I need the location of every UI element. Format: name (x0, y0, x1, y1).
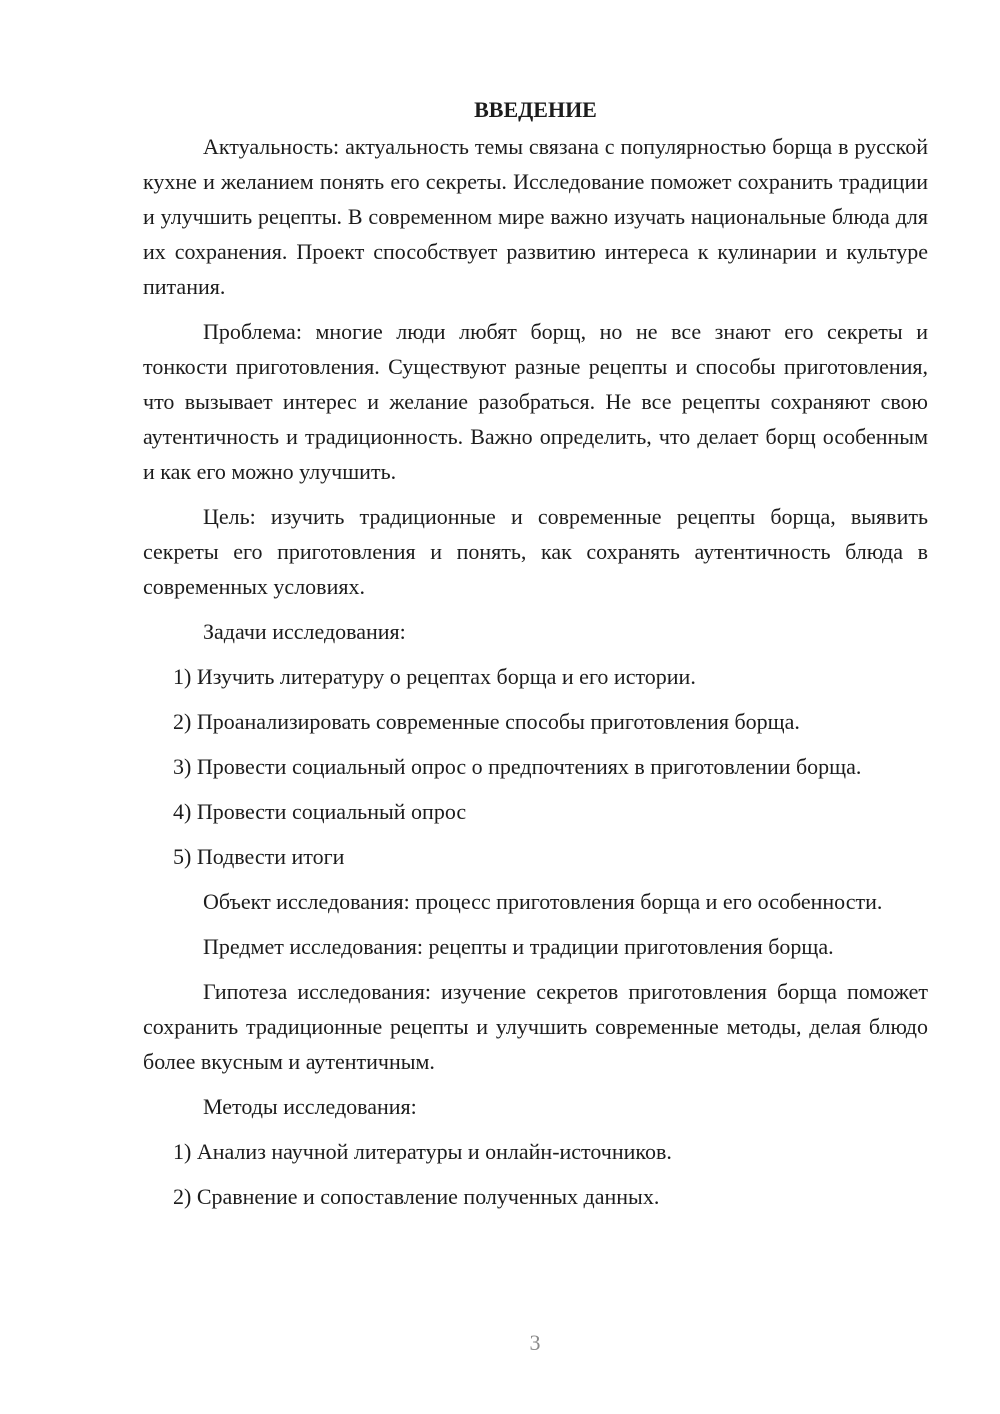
goal-paragraph: Цель: изучить традиционные и современные рецепты борща, выявить секреты его приготовления и понять, как сохранять аутентичность блюда в современных условиях. (143, 504, 928, 599)
page-number: 3 (529, 1330, 541, 1355)
document-page (143, 92, 928, 1224)
section-heading: ВВЕДЕНИЕ (474, 97, 597, 122)
method-item-2: 2) Сравнение и сопоставление полученных данных. (173, 1184, 660, 1209)
hypothesis-paragraph: Гипотеза исследования: изучение секретов приготовления борща поможет сохранить традиционные рецепты и улучшить современные методы, делая блюдо более вкусным и аутентичным. (143, 979, 928, 1074)
relevance-paragraph: Актуальность: актуальность темы связана с популярностью борща в русской кухне и желанием понять его секреты. Исследование поможет сохранить традиции и улучшить рецепты. В современном мире важно изучать национальные блюда для их сохранения. Проект способствует развитию интереса к кулинарии и культуре питания. (143, 134, 928, 299)
task-item-2: 2) Проанализировать современные способы приготовления борща. (173, 709, 800, 734)
method-item-1: 1) Анализ научной литературы и онлайн-источников. (173, 1139, 672, 1164)
task-item-5: 5) Подвести итоги (173, 844, 345, 869)
subject-paragraph: Предмет исследования: рецепты и традиции приготовления борща. (203, 934, 834, 959)
methods-title: Методы исследования: (203, 1094, 417, 1119)
task-item-1: 1) Изучить литературу о рецептах борща и его истории. (173, 664, 696, 689)
object-paragraph: Объект исследования: процесс приготовления борща и его особенности. (203, 889, 883, 914)
task-item-4: 4) Провести социальный опрос (173, 799, 467, 824)
tasks-title: Задачи исследования: (203, 619, 406, 644)
task-item-3: 3) Провести социальный опрос о предпочтениях в приготовлении борща. (173, 754, 862, 779)
problem-paragraph: Проблема: многие люди любят борщ, но не все знают его секреты и тонкости приготовления. Существуют разные рецепты и способы приготовления, что вызывает интерес и желание разобраться. Не все рецепты сохраняют свою аутентичность и традиционность. Важно определить, что делает борщ особенным и как его можно улучшить. (143, 319, 928, 484)
